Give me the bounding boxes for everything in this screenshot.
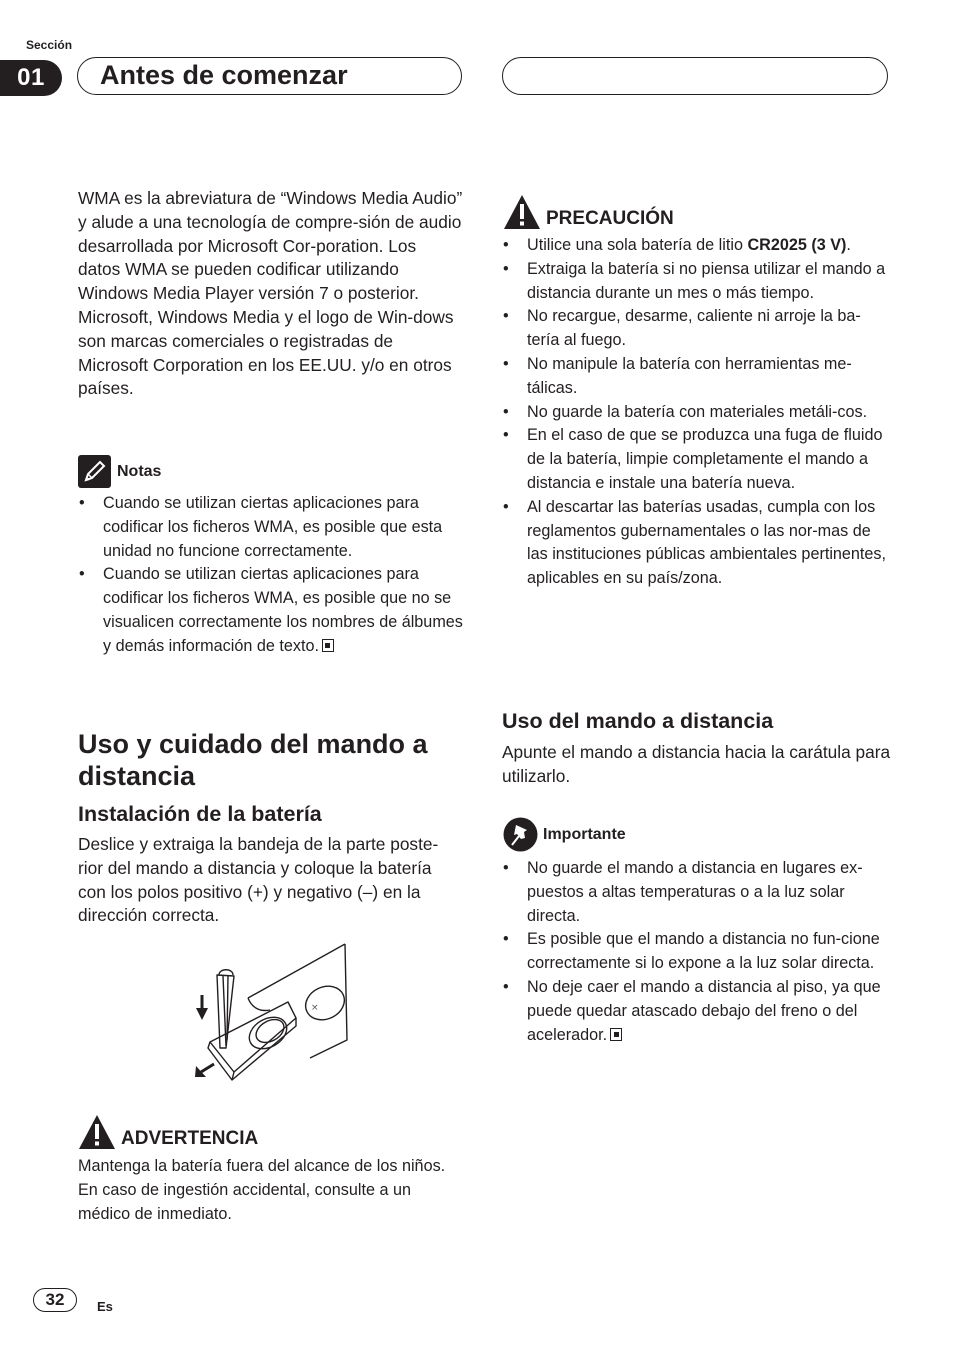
list-item: • Utilice una sola batería de litio CR2025 (3 V). xyxy=(502,234,892,258)
warning-triangle-icon xyxy=(78,1114,116,1150)
battery-install-text: Deslice y extraiga la bandeja de la parte poste-rior del mando a distancia y coloque la batería con los polos positivo (+) y negativo (–) en la dirección correcta. xyxy=(78,834,439,926)
remote-use-text: Apunte el mando a distancia hacia la carátula para utilizarlo. xyxy=(502,742,891,786)
wma-info xyxy=(78,187,463,401)
battery-installation-illustration xyxy=(190,940,360,1085)
caution-list xyxy=(502,234,892,591)
list-item: • En el caso de que se produzca una fuga de fluido de la batería, limpie completamente el mando a distancia e instale una batería nueva. xyxy=(502,424,892,495)
list-item: • No recargue, desarme, caliente ni arroje la ba-tería al fuego. xyxy=(502,305,892,353)
section-heading: Uso y cuidado del mando a distancia xyxy=(78,729,428,791)
warning-header xyxy=(78,1114,258,1150)
caution-triangle-icon xyxy=(503,194,541,230)
battery-model: CR2025 (3 V) xyxy=(747,236,847,254)
end-mark-icon xyxy=(610,1028,622,1041)
notes-list xyxy=(78,492,463,659)
caution-header xyxy=(503,194,674,230)
list-item: • No guarde la batería con materiales metáli-cos. xyxy=(502,401,892,425)
notes-pencil-icon xyxy=(78,455,111,488)
notes-title: Notas xyxy=(117,462,162,480)
important-title: Importante xyxy=(543,825,626,843)
warning-text: Mantenga la batería fuera del alcance de los niños. En caso de ingestión accidental, consulte a un médico de inmediato. xyxy=(78,1157,446,1223)
notes-header xyxy=(78,455,161,488)
wma-paragraph-2: Microsoft, Windows Media y el logo de Win-dows son marcas comerciales o registradas de Microsoft Corporation en los EE.UU. y/o en otros países. xyxy=(78,306,454,399)
chapter-title: Antes de comenzar xyxy=(100,60,348,90)
list-item: • No guarde el mando a distancia en lugares ex-puestos a altas temperaturas o a la luz solar directa. xyxy=(502,857,892,928)
list-item: • Al descartar las baterías usadas, cumpla con los reglamentos gubernamentales o las nor-mas de las instituciones públicas ambientales pertinentes, aplicables en su país/zona. xyxy=(502,496,892,591)
list-item: • No deje caer el mando a distancia al piso, ya que puede quedar atascado debajo del freno o del acelerador. xyxy=(502,976,892,1047)
caution-title: PRECAUCIÓN xyxy=(546,208,674,229)
wma-paragraph-1: WMA es la abreviatura de “Windows Media Audio” y alude a una tecnología de compre-sión de audio desarrollada por Microsoft Cor-poration. Los datos WMA se pueden codificar utilizando Windows Media Player versión 7 o posterior. xyxy=(78,188,463,304)
list-item: • Cuando se utilizan ciertas aplicaciones para codificar los ficheros WMA, es posible que esta unidad no funcione correctamente. xyxy=(78,492,463,563)
important-pushpin-icon xyxy=(503,817,538,852)
important-header xyxy=(503,817,626,852)
page-number: 32 xyxy=(33,1288,77,1312)
warning-title: ADVERTENCIA xyxy=(121,1128,259,1149)
end-mark-icon xyxy=(322,639,334,652)
list-item: • Cuando se utilizan ciertas aplicaciones para codificar los ficheros WMA, es posible que no se visualicen correctamente los nombres de álbumes y demás información de texto. xyxy=(78,563,463,658)
language-code: Es xyxy=(97,1299,113,1314)
section-number-badge: 01 xyxy=(0,60,62,96)
list-item: • No manipule la batería con herramientas me-tálicas. xyxy=(502,353,892,401)
section-label: Sección xyxy=(26,38,73,52)
important-list xyxy=(502,857,892,1047)
header-empty-frame xyxy=(502,57,888,95)
list-item: • Es posible que el mando a distancia no fun-cione correctamente si lo expone a la luz solar directa. xyxy=(502,928,892,976)
battery-subheading: Instalación de la batería xyxy=(78,802,322,826)
svg-text:×: × xyxy=(311,1003,319,1013)
list-item: • Extraiga la batería si no piensa utilizar el mando a distancia durante un mes o más tiempo. xyxy=(502,258,892,306)
remote-use-heading: Uso del mando a distancia xyxy=(502,709,774,733)
